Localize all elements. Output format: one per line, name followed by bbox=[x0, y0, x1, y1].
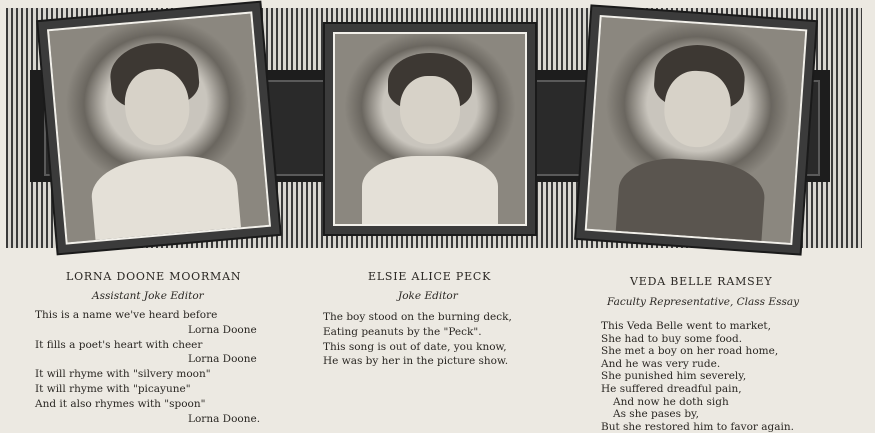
person-role-elsie: Joke Editor bbox=[398, 290, 458, 302]
portrait-frame-veda bbox=[576, 6, 816, 253]
portrait-photo-veda bbox=[585, 15, 808, 245]
verse-line: This Veda Belle went to market, bbox=[601, 320, 771, 332]
verse-veda bbox=[601, 320, 794, 433]
portrait-frame-lorna bbox=[38, 3, 279, 253]
photo-collar bbox=[89, 151, 241, 244]
photo-face bbox=[662, 68, 732, 149]
verse-line: It fills a poet's heart with cheer bbox=[35, 338, 203, 351]
verse-line: As she pases by, bbox=[613, 408, 699, 421]
verse-line: But she restored him to favor again. bbox=[601, 420, 794, 433]
verse-line: This song is out of date, you know, bbox=[323, 340, 507, 353]
portrait-photo-lorna bbox=[47, 11, 271, 244]
verse-line: The boy stood on the burning deck, bbox=[323, 311, 512, 323]
verse-line: He suffered dreadful pain, bbox=[601, 382, 742, 395]
verse-line: And he was very rude. bbox=[601, 357, 721, 370]
verse-line: And now he doth sigh bbox=[613, 395, 729, 408]
verse-line: This is a name we've heard before bbox=[35, 309, 218, 321]
verse-elsie bbox=[323, 310, 512, 369]
person-name-lorna: LORNA DOONE MOORMAN bbox=[66, 270, 242, 283]
verse-line: She had to buy some food. bbox=[601, 332, 743, 345]
photo-collar bbox=[615, 154, 767, 245]
person-role-lorna: Assistant Joke Editor bbox=[92, 290, 204, 302]
verse-line: It will rhyme with "picayune" bbox=[35, 382, 191, 395]
person-role-veda: Faculty Representative, Class Essay bbox=[607, 296, 800, 308]
portrait-frame-elsie bbox=[325, 24, 535, 234]
verse-line: He was by her in the picture show. bbox=[323, 355, 509, 368]
verse-line: She punished him severely, bbox=[601, 370, 747, 383]
verse-lorna bbox=[35, 308, 260, 426]
verse-line: Lorna Doone. bbox=[188, 412, 261, 425]
verse-line: Lorna Doone bbox=[188, 323, 257, 336]
verse-line: It will rhyme with "silvery moon" bbox=[35, 368, 211, 381]
portrait-photo-elsie bbox=[333, 32, 527, 226]
person-name-elsie: ELSIE ALICE PECK bbox=[368, 270, 492, 283]
photo-face bbox=[400, 76, 461, 144]
verse-line: And it also rhymes with "spoon" bbox=[35, 397, 206, 410]
person-name-veda: VEDA BELLE RAMSEY bbox=[630, 275, 773, 288]
verse-line: Lorna Doone bbox=[188, 353, 257, 366]
verse-line: She met a boy on her road home, bbox=[601, 345, 779, 358]
verse-line: Eating peanuts by the "Peck". bbox=[323, 325, 482, 338]
photo-collar bbox=[362, 156, 499, 226]
